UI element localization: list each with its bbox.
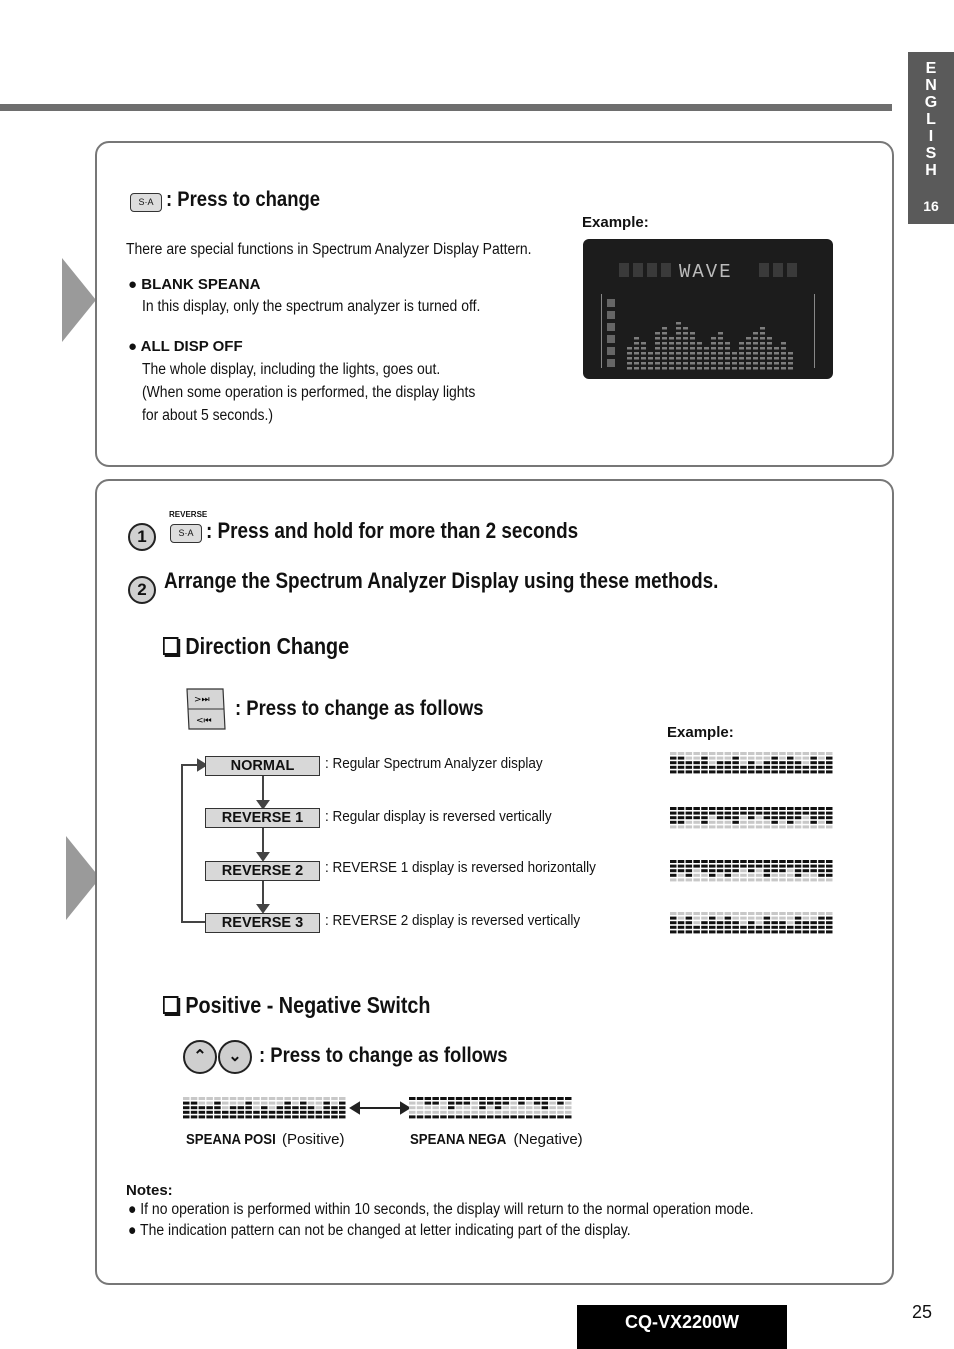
blank-speana-text: In this display, only the spectrum analyzer is turned off. bbox=[142, 298, 481, 315]
mode-reverse-2: REVERSE 2 bbox=[205, 861, 320, 881]
bullet-icon: ● bbox=[128, 1222, 141, 1239]
mode-desc: : Regular Spectrum Analyzer display bbox=[325, 755, 543, 772]
reverse2-pattern-graphic bbox=[670, 860, 833, 881]
reverse3-pattern-graphic bbox=[670, 912, 833, 933]
note-item: ● The indication pattern can not be changed at letter indicating part of the display. bbox=[128, 1222, 631, 1239]
checkbox-icon bbox=[163, 637, 178, 655]
positive-negative-heading: Positive - Negative Switch bbox=[163, 992, 430, 1019]
all-disp-off-item: ● ALL DISP OFF bbox=[128, 338, 243, 355]
posneg-patterns bbox=[183, 1095, 578, 1121]
section1-heading: : Press to change bbox=[166, 188, 321, 211]
up-button-icon: ⌃ bbox=[183, 1040, 217, 1074]
step-2-text: Arrange the Spectrum Analyzer Display using these methods. bbox=[164, 568, 719, 593]
speana-posi-caption: SPEANA POSI (Positive) bbox=[186, 1131, 345, 1148]
notes-title: Notes: bbox=[126, 1182, 173, 1199]
direction-change-heading: Direction Change bbox=[163, 633, 349, 660]
language-tab bbox=[908, 52, 954, 224]
lcd-example-display bbox=[583, 239, 833, 379]
bullet-icon: ● bbox=[128, 1201, 141, 1218]
example-label: Example: bbox=[667, 724, 734, 741]
note-item: ● If no operation is performed within 10 seconds, the display will return to the normal operation mode. bbox=[128, 1201, 754, 1218]
normal-pattern-graphic bbox=[670, 752, 833, 773]
bullet-icon: ● bbox=[128, 338, 141, 355]
down-button-icon: ⌄ bbox=[218, 1040, 252, 1074]
reverse1-pattern-graphic bbox=[670, 807, 833, 828]
mode-desc: : REVERSE 1 display is reversed horizontally bbox=[325, 859, 596, 876]
svg-text:<⏮: <⏮ bbox=[196, 716, 212, 726]
section-number: 16 bbox=[923, 198, 939, 214]
lcd-wave-text: WAVE bbox=[679, 261, 733, 283]
checkbox-icon bbox=[163, 996, 178, 1014]
page-arrow-icon bbox=[62, 258, 96, 342]
svg-text:>⏭: >⏭ bbox=[194, 695, 210, 705]
mode-desc: : Regular display is reversed vertically bbox=[325, 808, 552, 825]
sa-button-icon: S·A bbox=[130, 192, 162, 212]
all-disp-off-line: (When some operation is performed, the display lights bbox=[142, 384, 476, 401]
blank-speana-item: ● BLANK SPEANA bbox=[128, 276, 261, 293]
direction-sub-heading: : Press to change as follows bbox=[235, 697, 484, 720]
speana-nega-caption: SPEANA NEGA (Negative) bbox=[410, 1131, 583, 1148]
section1-intro: There are special functions in Spectrum Analyzer Display Pattern. bbox=[126, 241, 532, 258]
mode-flow-arrows bbox=[175, 755, 275, 935]
mode-reverse-3: REVERSE 3 bbox=[205, 913, 320, 933]
model-label: CQ-VX2200W bbox=[577, 1305, 787, 1349]
step-1-icon: 1 bbox=[128, 523, 156, 551]
example-label: Example: bbox=[582, 214, 649, 231]
page-number: 25 bbox=[912, 1302, 933, 1322]
sa-button-icon: S·A bbox=[170, 523, 202, 543]
posneg-sub-heading: : Press to change as follows bbox=[259, 1044, 508, 1067]
bullet-icon: ● bbox=[128, 276, 142, 293]
mode-reverse-1: REVERSE 1 bbox=[205, 808, 320, 828]
language-letters: E N G L I S H bbox=[924, 60, 938, 179]
top-rule bbox=[0, 104, 892, 111]
all-disp-off-line: for about 5 seconds.) bbox=[142, 407, 274, 424]
mode-normal: NORMAL bbox=[205, 756, 320, 776]
spectrum-examples bbox=[670, 752, 836, 934]
lcd-graphic bbox=[583, 239, 833, 379]
step-2-icon: 2 bbox=[128, 576, 156, 604]
mode-desc: : REVERSE 2 display is reversed vertically bbox=[325, 912, 581, 929]
all-disp-off-line: The whole display, including the lights, goes out. bbox=[142, 361, 441, 378]
step-1-text: : Press and hold for more than 2 seconds bbox=[206, 518, 579, 543]
track-buttons-icon bbox=[185, 687, 225, 729]
reverse-label: REVERSE bbox=[169, 510, 208, 519]
